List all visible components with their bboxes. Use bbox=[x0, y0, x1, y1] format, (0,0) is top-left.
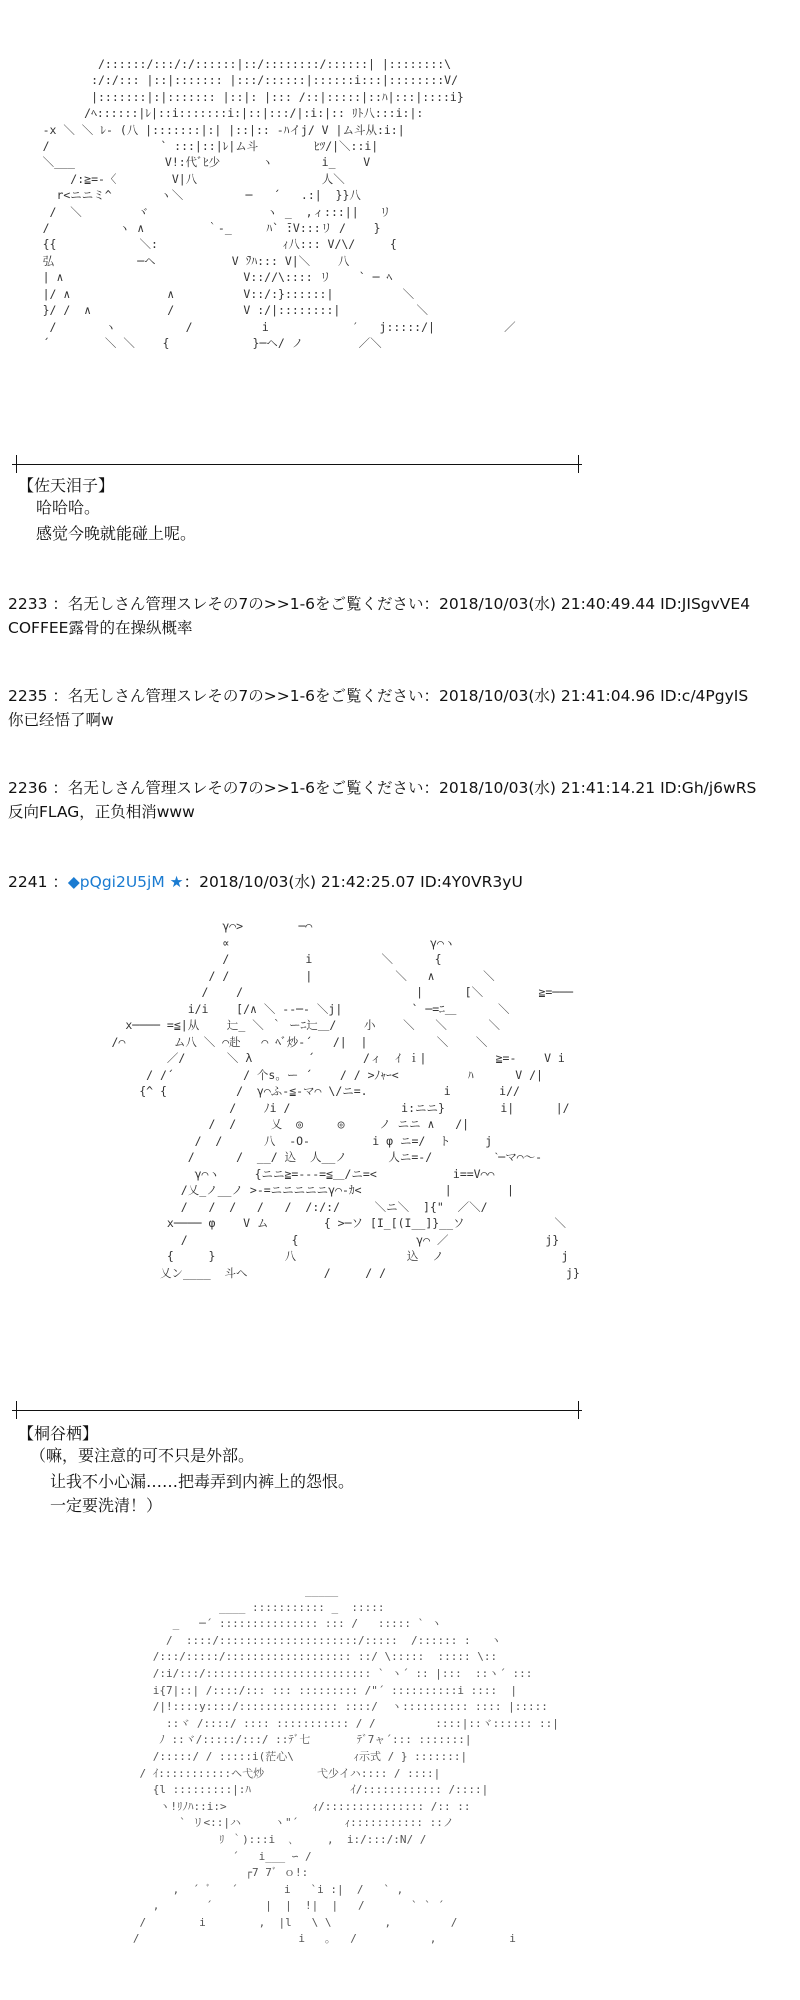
post-header: 2233 ：名无しさん管理スレその7の>>1-6をご覧ください：2018/10/03(水) 21:40:49.44 ID:JISgvVE4 bbox=[8, 595, 751, 613]
speaker-name: 【佐天泪子】 bbox=[18, 476, 115, 495]
speaker-name: 【桐谷栖】 bbox=[18, 1424, 99, 1443]
post-body: 反向FLAG，正负相消www bbox=[8, 803, 195, 821]
post-header: 2235 ：名无しさん管理スレその7の>>1-6をご覧ください：2018/10/03(水) 21:41:04.96 ID:c/4PgyIS bbox=[8, 687, 749, 705]
post-number: 2241 ： bbox=[8, 873, 68, 891]
divider-tick bbox=[16, 1401, 17, 1419]
post-body: 你已经悟了啊w bbox=[8, 711, 114, 729]
ascii-art-girl: _____ ____ ::::::::::: _ ::::: _ ─´ ::::::::::::::: ::: / ::::: ` ヽ / ::::/:::::::::::::::::::::/::::: /:::::: : ヽ /:::/:::::/::::::::::::::::::: ::/ \::::: ::::: \:: /:i/:::/::::::::::::::::::::::::: ` ヽ´ :: |::: ::ヽ´ ::: i{7|::| /::::/::: ::: ::::::::: /"´ ::::::::::i :::: | /|!::::y::::/::::::::::::::: ::::/ ヽ:::::::::: :::: |::::: ::ヾ /::::/ :::: ::::::::::: / / ::::|::ヾ:::::: ::| ﾉ ::ヾ/:::::/:::/ ::ﾃﾞ七 ﾃﾞ7ャ´::: :::::::| /:::::/ / :::::i(茫心\ ｨ示式 / } :::::::| / ｲ:::::::::::ヘ弋炒 弋少イハ:::: / ::::| {l :::::::::|:ﾊ ｲ/:::::::::::: /::::| ヽ!ﾘﾉﾊ::i:> ｨ/::::::::::::::: /:: :: ` リ<::|ハ ヽ"´ ｨ::::::::::: ::ノ ﾘ ｀):::i ､ , i:/:::/:N/ / ´ i___ ∽ / ┌7 7ﾞ ｏ!: , ´ ﾞ ´ i `i :| / ` , , ´ | | !| | / ` ` ´ / i , |l \ \ , / / i ｡ / , i bbox=[132, 1584, 559, 1946]
divider-tick bbox=[16, 455, 17, 473]
dialogue-line: 感觉今晚就能碰上呢。 bbox=[36, 524, 197, 543]
author-trip-link[interactable]: ◆pQgi2U5jM bbox=[67, 873, 165, 891]
dialogue-line: 哈哈哈。 bbox=[36, 498, 101, 517]
dialogue-line: 让我不小心漏……把毒弄到内裤上的怨恨。 bbox=[50, 1472, 355, 1491]
divider-line bbox=[12, 464, 582, 465]
divider-tick bbox=[578, 455, 579, 473]
star-icon: ★ bbox=[169, 873, 184, 891]
author-post-header bbox=[8, 872, 523, 892]
post-body: COFFEE露骨的在操纵概率 bbox=[8, 619, 193, 637]
divider-tick bbox=[578, 1401, 579, 1419]
dialogue-line: 一定要洗清！） bbox=[50, 1496, 163, 1515]
dialogue-line: （嘛，要注意的可不只是外部。 bbox=[30, 1446, 255, 1465]
divider-line bbox=[12, 1410, 582, 1411]
post-header: 2236 ：名无しさん管理スレその7の>>1-6をご覧ください：2018/10/03(水) 21:41:14.21 ID:Gh/j6wRS bbox=[8, 779, 757, 797]
post-meta: ：2018/10/03(水) 21:42:25.07 ID:4Y0VR3yU bbox=[183, 873, 523, 891]
ascii-art-saten: /::::::/:::/:/::::::|::/::::::::/::::::| |::::::::\ :/:/::: |::|::::::: |:::/::::::|::::::i:::|::::::::V/ |:::::::|:|::::::: |::|: |::: /::|:::::|::ﾊ|:::|::::i} /ﾍ::::::|ﾚ|::i:::::::i:|::|:::/|:i:|:: ﾘﾄ八:::i:|: -x ＼ ＼ ﾚ- (八 |:::::::|:| |::|:: -ﾊイj/ V |ム斗从:i:| / ` :::|::|ﾚ|ム斗 ﾋﾂ/|＼::i| ＼___ V!:代ﾞﾋ少 ヽ i_ V /:≧=-〈 V|八 人＼ r<ニニミ^ ヽ＼ ─ ´ .:| }}八 / ＼ ヾ ヽ _ ,ィ:::|| リ / ヽ ∧ ｀-_ ﾊ` ̄:V:::リ / } {{ ＼: ｨ八::: V/\/ { 弘 ─ヘ V ̄ｿﾊ::: V|＼ 八 | ∧ V:://\:::: リ ` ─ ﾍ |/ ∧ ∧ V::/:}::::::| ＼ }/ / ∧ / V :/|::::::::| ＼ / ヽ / i ′ j:::::/| ／ ´ ＼ ＼ { }─ヘ/ ノ ／＼ bbox=[42, 57, 516, 350]
ascii-art-kirigaya: γ⌒> ─⌒ ∝ γ⌒ヽ / i ＼ { / / | ＼ ∧ ＼ / / | [＼ ≧=─── i/i [/∧ ＼ --─- ＼j| ` ─=ﾆ＿ ＼ x──── =≦|从 辷_ ＼ ｀ ーﾆ辷＿/ 小 ＼ ＼ ＼ /⌒ ム八 ＼ ⌒赴 ⌒ ﾍﾞ炒-´ /| | ＼ ＼ ／/ ＼ λ ´ /ィ ｲ ｉ| ≧=- V i / /´ / 个s。ー ´ / / >ﾉｬｰ< ﾊ V /| {^ { / γ⌒ふ-≦-マ⌒ \/ニ=. i i// / ﾉi / i:ニニ} i| |/ / / 乂 ◎ ◎ ノ ニニ ∧ /| / / 八 -O- i φ ニ=/ ト j / / __/ 込 人__ノ 人ニ=-/ ˋ─マ⌒〜- γ⌒ヽ {ニニ≧=---=≦＿/ニ=< i==V⌒⌒ /乂_ノ__ノ >-=ニニニニニγ⌒-ｶ< | | / / / / / /:/:/ ＼ニ＼ ]{" ／＼/ x──── φ V ム { >─ソ [I_[(I__]}__ソ ＼ / { γ⌒ ／ j} { } 八 込 ノ j 乂ン____ 斗へ / / / j} bbox=[111, 919, 580, 1280]
